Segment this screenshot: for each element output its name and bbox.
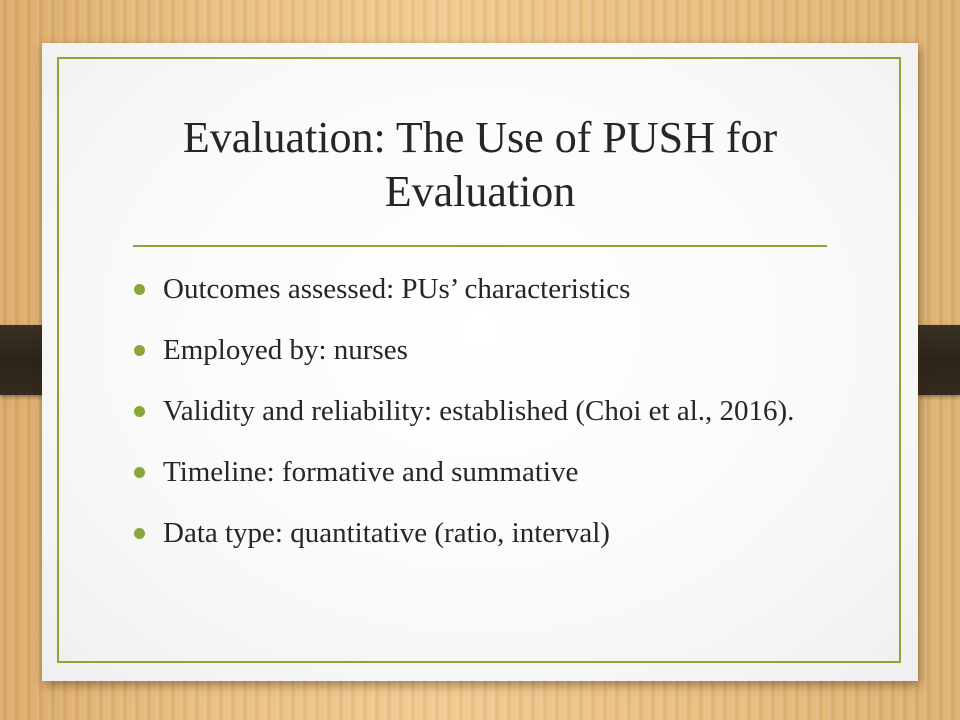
title-divider [133, 245, 827, 247]
slide-card [42, 43, 918, 681]
bullet-dot-icon [134, 345, 145, 356]
bullet-item [134, 510, 834, 556]
bullet-text: Timeline: formative and summative [163, 456, 579, 488]
bullet-dot-icon [134, 406, 145, 417]
bullet-item [134, 388, 834, 434]
bullet-list [134, 266, 834, 571]
bullet-text: Outcomes assessed: PUs’ characteristics [163, 273, 631, 305]
bullet-item [134, 449, 834, 495]
bullet-dot-icon [134, 528, 145, 539]
bullet-item [134, 266, 834, 312]
bullet-dot-icon [134, 467, 145, 478]
bullet-text: Data type: quantitative (ratio, interval) [163, 517, 610, 549]
bullet-text: Validity and reliability: established (Choi et al., 2016). [163, 395, 795, 427]
bullet-text: Employed by: nurses [163, 334, 408, 366]
bullet-dot-icon [134, 284, 145, 295]
bullet-item [134, 327, 834, 373]
slide-title: Evaluation: The Use of PUSH for Evaluation [182, 113, 778, 216]
